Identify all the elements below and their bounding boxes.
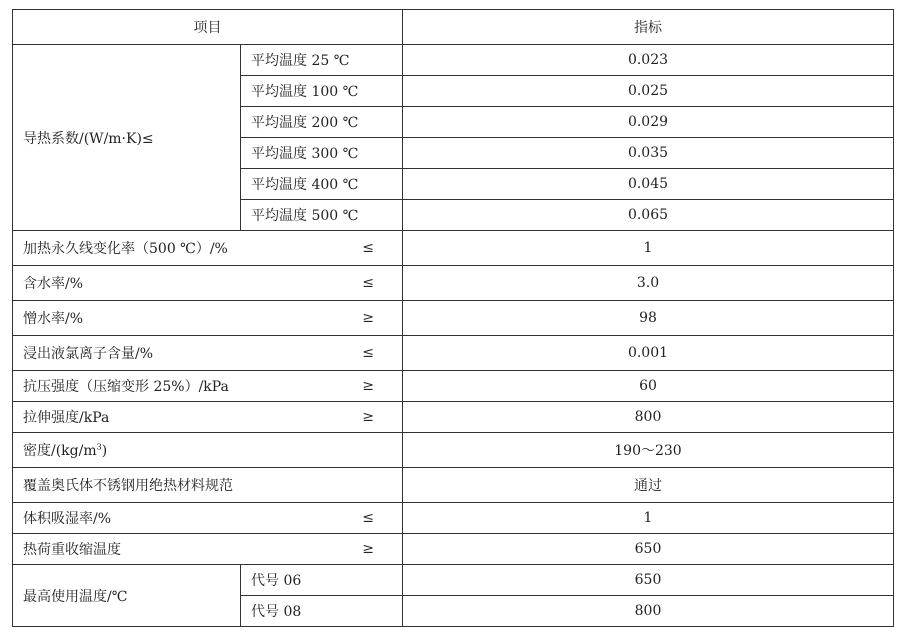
value-cell: 650 — [403, 534, 894, 565]
property-label: 浸出液氯离子含量/% — [23, 346, 154, 362]
property-cell — [13, 468, 403, 503]
value-cell: 98 — [403, 301, 894, 336]
spec-table — [12, 9, 894, 627]
operator: ≤ — [362, 345, 374, 361]
temp-cell: 平均温度 200 ℃ — [241, 107, 403, 138]
property-cell — [13, 503, 403, 534]
max-temp-label: 最高使用温度/℃ — [13, 565, 241, 627]
property-label: 憎水率/% — [23, 311, 84, 327]
header-row — [13, 10, 894, 45]
value-cell: 通过 — [403, 468, 894, 503]
property-label: 含水率/% — [23, 276, 84, 292]
temp-cell: 平均温度 100 ℃ — [241, 76, 403, 107]
operator: ≤ — [362, 510, 374, 526]
property-cell — [13, 433, 403, 468]
header-item: 项目 — [13, 10, 403, 45]
property-cell — [13, 402, 403, 433]
property-cell — [13, 301, 403, 336]
temp-cell: 平均温度 25 ℃ — [241, 45, 403, 76]
table-row — [13, 565, 894, 596]
table-row — [13, 433, 894, 468]
operator: ≤ — [362, 240, 374, 256]
table-row — [13, 468, 894, 503]
value-cell: 0.045 — [403, 169, 894, 200]
table-row — [13, 402, 894, 433]
table-row — [13, 336, 894, 371]
value-cell: 60 — [403, 371, 894, 402]
temp-cell: 平均温度 500 ℃ — [241, 200, 403, 231]
table-row — [13, 45, 894, 76]
value-cell: 1 — [403, 503, 894, 534]
property-cell — [13, 371, 403, 402]
value-cell: 3.0 — [403, 266, 894, 301]
operator: ≤ — [362, 275, 374, 291]
property-label-end: ) — [101, 443, 108, 459]
property-label: 覆盖奥氏体不锈钢用绝热材料规范 — [23, 478, 233, 494]
value-cell: 0.029 — [403, 107, 894, 138]
value-cell: 0.023 — [403, 45, 894, 76]
table-row — [13, 301, 894, 336]
value-cell: 0.065 — [403, 200, 894, 231]
value-cell: 800 — [403, 402, 894, 433]
property-cell — [13, 266, 403, 301]
operator: ≥ — [362, 541, 374, 557]
superscript: 3 — [96, 442, 102, 452]
operator: ≥ — [362, 409, 374, 425]
table-row — [13, 503, 894, 534]
code-cell: 代号 08 — [241, 596, 403, 627]
value-cell: 650 — [403, 565, 894, 596]
value-cell: 190～230 — [403, 433, 894, 468]
property-cell — [13, 336, 403, 371]
property-cell — [13, 534, 403, 565]
value-cell: 0.035 — [403, 138, 894, 169]
property-label: 热荷重收缩温度 — [23, 542, 121, 558]
value-cell: 0.025 — [403, 76, 894, 107]
property-label: 密度/(kg/m — [23, 443, 97, 459]
value-cell: 0.001 — [403, 336, 894, 371]
property-label: 加热永久线变化率（500 ℃）/% — [23, 241, 228, 257]
property-label: 体积吸湿率/% — [23, 511, 112, 527]
table-row — [13, 231, 894, 266]
code-cell: 代号 06 — [241, 565, 403, 596]
property-cell — [13, 231, 403, 266]
temp-cell: 平均温度 400 ℃ — [241, 169, 403, 200]
table-row — [13, 534, 894, 565]
property-label: 拉伸强度/kPa — [23, 410, 110, 426]
temp-cell: 平均温度 300 ℃ — [241, 138, 403, 169]
table-row — [13, 266, 894, 301]
operator: ≥ — [362, 378, 374, 394]
value-cell: 800 — [403, 596, 894, 627]
header-index: 指标 — [403, 10, 894, 45]
property-label: 抗压强度（压缩变形 25%）/kPa — [23, 379, 229, 395]
thermal-conductivity-label: 导热系数/(W/m·K)≤ — [13, 45, 241, 231]
value-cell: 1 — [403, 231, 894, 266]
operator: ≥ — [362, 310, 374, 326]
table-row — [13, 371, 894, 402]
